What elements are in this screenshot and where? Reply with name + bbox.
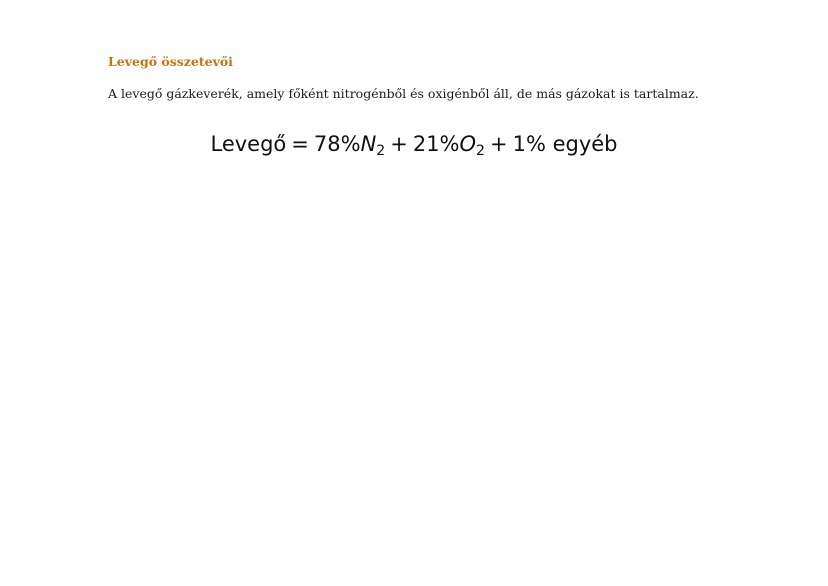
equation-plus-sign: + [390,132,408,156]
nitrogen-subscript: 2 [376,143,386,159]
oxygen-symbol: O [459,132,477,156]
other-gases-term: 1% egyéb [512,132,618,156]
oxygen-subscript: 2 [476,143,485,159]
equation-plus-sign: + [489,132,508,156]
nitrogen-percentage: 78% [313,132,361,156]
oxygen-percentage: 21% [412,132,460,156]
body-paragraph: A levegő gázkeverék, amely főként nitrogénből és oxigénből áll, de más gázokat is tartalmaz. [108,86,699,101]
nitrogen-symbol: N [360,132,377,156]
section-heading: Levegő összetevői [108,54,233,69]
equation-lhs: Levegő [210,132,287,156]
air-composition-equation [0,132,828,159]
equation-equals-sign: = [291,132,309,156]
